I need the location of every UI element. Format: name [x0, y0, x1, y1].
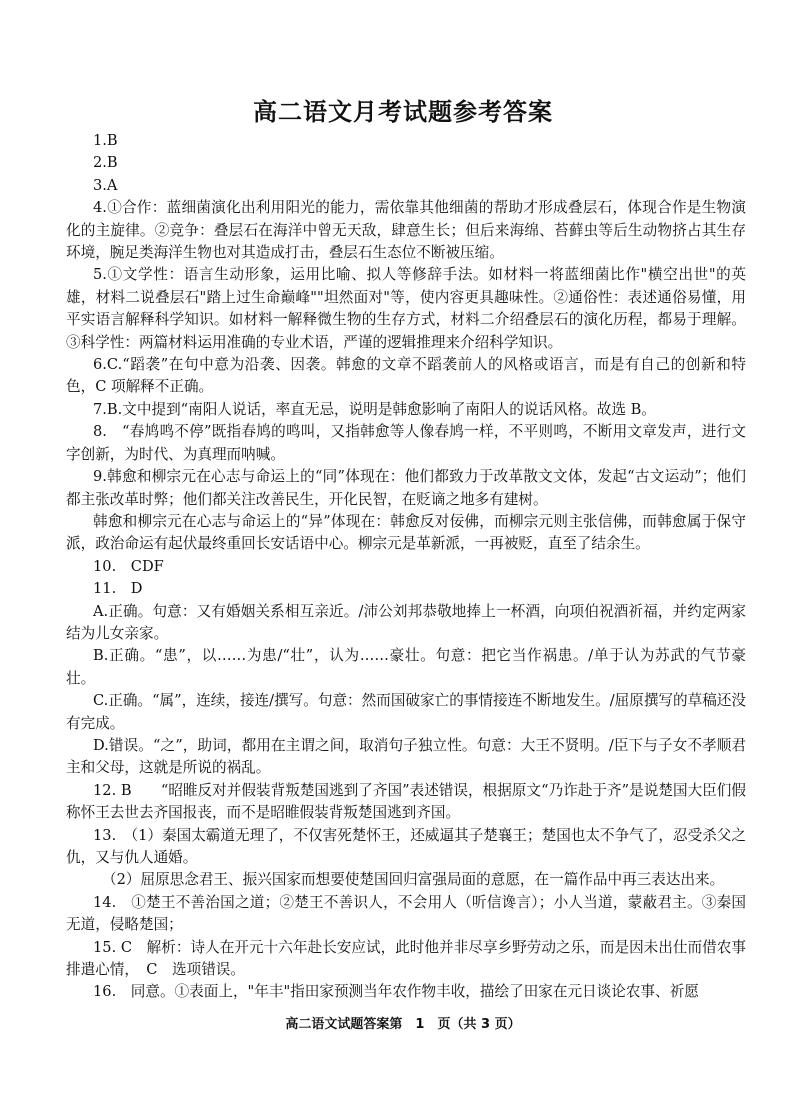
answer-paragraph: 4.①合作：蓝细菌演化出利用阳光的能力，需依靠其他细菌的帮助才形成叠层石，体现合作是生物演化的主旋律。②竞争：叠层石在海洋中曾无天敌，肆意生长；但后来海绵、苔藓虫等后生动物挤占其生存环境，腕足类海洋生物也对其造成打击，叠层石生态位不断被压缩。	[66, 199, 746, 262]
answer-paragraph: D.错误。“之”，助词，都用在主谓之间，取消句子独立性。句意：大王不贤明。/臣下与子女不孝顺君主和父母，这就是所说的祸乱。	[66, 736, 746, 777]
answer-paragraph: 10. CDF	[93, 557, 164, 575]
answer-paragraph: 7.B.文中提到“南阳人说话，率直无忌，说明是韩愈影响了南阳人的说话风格。故选 B。	[93, 400, 656, 418]
answer-paragraph: 9.韩愈和柳宗元在心志与命运上的“同”体现在：他们都致力于改革散文文体，发起“古文运动”；他们都主张改革时弊；他们都关注改善民生，开化民智，在贬谪之地多有建树。	[66, 468, 746, 508]
answer-body	[66, 130, 746, 1004]
answer-paragraph: 5.①文学性：语言生动形象，运用比喻、拟人等修辞手法。如材料一将蓝细菌比作"横空出世"的英雄，材料二说叠层石"踏上过生命巅峰""坦然面对"等，使内容更具趣味性。②通俗性：表述通俗易懂，用平实语言解释科学知识。如材料一解释微生物的生存方式，材料二介绍叠层石的演化历程，都易于理解。③科学性：两篇材料运用准确的专业术语，严谨的逻辑推理来介绍科学知识。	[66, 266, 746, 351]
answer-paragraph: （2）屈原思念君王、振兴国家而想要使楚国回归富强局面的意愿，在一篇作品中再三表达出来。	[102, 871, 725, 889]
answer-paragraph: 2.B	[93, 154, 118, 172]
answer-paragraph: B.正确。“患”，以……为患/“壮”，认为……豪壮。句意：把它当作祸患。/单于认为苏武的气节豪壮。	[66, 647, 746, 687]
answer-paragraph: 12. B “昭睢反对并假装背叛楚国逃到了齐国”表述错误，根据原文“乃诈赴于齐”是说楚国大臣们假称怀王去世去齐国报丧，而不是昭睢假装背叛楚国逃到齐国。	[66, 781, 746, 822]
answer-paragraph: 13. （1）秦国太霸道无理了，不仅害死楚怀王，还威逼其子楚襄王；楚国也太不争气了，忍受杀父之仇，又与仇人通婚。	[66, 826, 746, 866]
page-title: 高二语文月考试题参考答案	[253, 98, 553, 126]
answer-paragraph: 11. D	[93, 580, 143, 598]
answer-paragraph: 15. C 解析：诗人在开元十六年赴长安应试，此时他并非尽享乡野劳动之乐，而是因未出仕而借农事排遣心情， C 选项错误。	[66, 938, 746, 979]
answer-paragraph: A.正确。句意：又有婚姻关系相互亲近。/沛公刘邦恭敬地捧上一杯酒，向项伯祝酒祈福，并约定两家结为儿女亲家。	[66, 602, 746, 642]
answer-paragraph: 韩愈和柳宗元在心志与命运上的“异”体现在：韩愈反对佞佛，而柳宗元则主张信佛，而韩愈属于保守派，政治命运有起伏最终重回长安话语中心。柳宗元是革新派，一再被贬，直至了结余生。	[66, 512, 746, 553]
answer-paragraph: 3.A	[93, 176, 118, 194]
answer-paragraph: 8. “春鸠鸣不停”既指春鸠的鸣叫，又指韩愈等人像春鸠一样，不平则鸣，不断用文章发声，进行文字创新，为时代、为真理而呐喊。	[66, 423, 746, 463]
answer-paragraph: 14. ①楚王不善治国之道；②楚王不善识人，不会用人（听信谗言）；小人当道，蒙蔽君主。③秦国无道，侵略楚国；	[66, 893, 746, 934]
answer-paragraph: C.正确。“属”，连续，接连/撰写。句意：然而国破家亡的事情接连不断地发生。/屈原撰写的草稿还没有完成。	[66, 692, 746, 732]
answer-paragraph: 16. 同意。①表面上，"年丰"指田家预测当年农作物丰收，描绘了田家在元日谈论农事、祈愿	[93, 983, 699, 1001]
answer-paragraph: 6.C.“蹈袭”在句中意为沿袭、因袭。韩愈的文章不蹈袭前人的风格或语言，而是有自己的创新和特色，C 项解释不正确。	[66, 356, 746, 396]
answer-paragraph: 1.B	[93, 132, 118, 149]
page-footer: 高二语文试题答案第 1 页（共 3 页）	[285, 1017, 521, 1032]
